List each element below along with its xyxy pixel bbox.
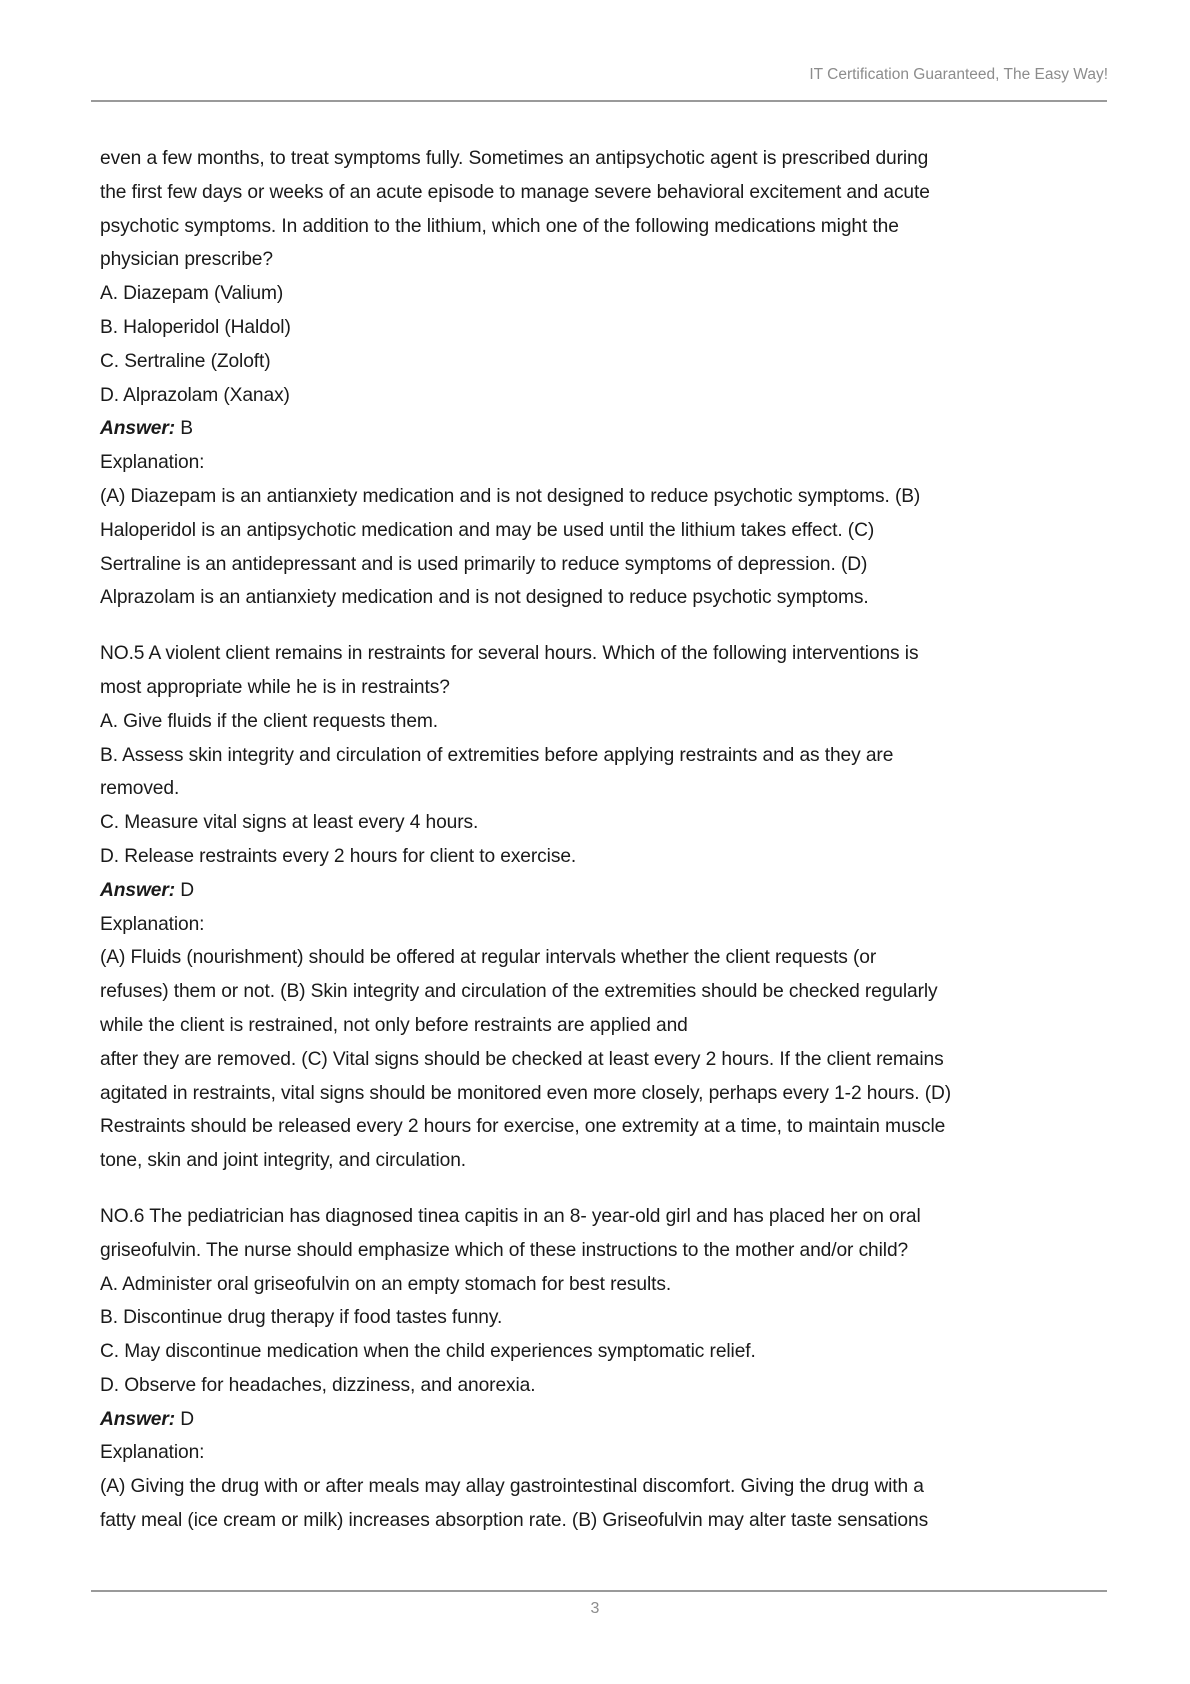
option-b-continued: removed. [100, 778, 180, 800]
explanation-line: Sertraline is an antidepressant and is used primarily to reduce symptoms of depression. (D) [100, 553, 868, 575]
explanation-line: fatty meal (ice cream or milk) increases absorption rate. (B) Griseofulvin may alter taste sensations [100, 1510, 929, 1532]
answer-options [100, 705, 1100, 874]
explanation-text [100, 480, 1100, 615]
answer-line [100, 1403, 1100, 1437]
answer-line [100, 874, 1100, 908]
stem-line: physician prescribe? [100, 249, 273, 271]
header-tagline: IT Certification Guaranteed, The Easy Way! [809, 66, 1108, 83]
header-divider [91, 100, 1107, 102]
section-gap [100, 615, 1100, 637]
explanation-label: Explanation: [100, 913, 205, 935]
option-b: B. Assess skin integrity and circulation of extremities before applying restraints and as they are [100, 744, 894, 766]
option-d: D. Release restraints every 2 hours for client to exercise. [100, 845, 577, 867]
option-c: C. Sertraline (Zoloft) [100, 350, 271, 372]
explanation-line: Alprazolam is an antianxiety medication and is not designed to reduce psychotic symptoms. [100, 587, 869, 609]
option-c: C. Measure vital signs at least every 4 hours. [100, 812, 479, 834]
explanation-line: after they are removed. (C) Vital signs should be checked at least every 2 hours. If the client remains [100, 1048, 944, 1070]
answer-label: Answer: [100, 879, 176, 901]
option-a: A. Administer oral griseofulvin on an empty stomach for best results. [100, 1273, 672, 1295]
answer-value: D [175, 879, 195, 901]
answer-label: Answer: [100, 418, 176, 440]
footer-divider [91, 1590, 1107, 1592]
question-5 [100, 637, 1100, 1178]
option-d: D. Observe for headaches, dizziness, and anorexia. [100, 1374, 536, 1396]
explanation-line: agitated in restraints, vital signs should be monitored even more closely, perhaps every 1-2 hours. (D) [100, 1082, 952, 1104]
explanation-line: refuses) them or not. (B) Skin integrity and circulation of the extremities should be checked regularly [100, 981, 938, 1003]
question-4-continued [100, 142, 1100, 615]
page-content [100, 142, 1100, 1538]
explanation-text [100, 941, 1100, 1178]
stem-line: NO.6 The pediatrician has diagnosed tinea capitis in an 8- year-old girl and has placed her on oral [100, 1205, 921, 1227]
section-gap [100, 1178, 1100, 1200]
explanation-line: Haloperidol is an antipsychotic medication and may be used until the lithium takes effect. (C) [100, 519, 875, 541]
question-stem [100, 142, 1100, 277]
explanation-line: (A) Diazepam is an antianxiety medication and is not designed to reduce psychotic symptoms. (B) [100, 485, 921, 507]
option-a: A. Diazepam (Valium) [100, 283, 284, 305]
stem-line: even a few months, to treat symptoms fully. Sometimes an antipsychotic agent is prescribed during [100, 148, 929, 169]
answer-line [100, 412, 1100, 446]
option-b: B. Discontinue drug therapy if food tastes funny. [100, 1307, 503, 1329]
explanation-line: tone, skin and joint integrity, and circulation. [100, 1150, 467, 1172]
option-a: A. Give fluids if the client requests them. [100, 710, 439, 732]
stem-line: griseofulvin. The nurse should emphasize which of these instructions to the mother and/or child? [100, 1239, 909, 1261]
answer-label: Answer: [100, 1408, 176, 1430]
answer-value: D [175, 1408, 195, 1430]
explanation-line: while the client is restrained, not only before restraints are applied and [100, 1014, 688, 1036]
answer-options [100, 277, 1100, 412]
option-c: C. May discontinue medication when the child experiences symptomatic relief. [100, 1341, 756, 1363]
stem-line: the first few days or weeks of an acute episode to manage severe behavioral excitement and acute [100, 181, 930, 203]
explanation-label: Explanation: [100, 1442, 205, 1464]
answer-value: B [175, 418, 193, 440]
explanation-line: (A) Giving the drug with or after meals may allay gastrointestinal discomfort. Giving the drug with a [100, 1476, 924, 1498]
option-d: D. Alprazolam (Xanax) [100, 384, 290, 406]
answer-options [100, 1268, 1100, 1403]
explanation-text [100, 1470, 1100, 1538]
page-number: 3 [590, 1600, 600, 1617]
option-b: B. Haloperidol (Haldol) [100, 316, 291, 338]
question-stem [100, 1200, 1100, 1268]
question-6 [100, 1200, 1100, 1538]
stem-line: most appropriate while he is in restraints? [100, 676, 450, 698]
stem-line: psychotic symptoms. In addition to the lithium, which one of the following medications might the [100, 215, 899, 237]
explanation-line: (A) Fluids (nourishment) should be offered at regular intervals whether the client requests (or [100, 947, 877, 969]
explanation-line: Restraints should be released every 2 hours for exercise, one extremity at a time, to maintain muscle [100, 1116, 946, 1138]
stem-line: NO.5 A violent client remains in restraints for several hours. Which of the following interventions is [100, 643, 919, 665]
question-stem [100, 637, 1100, 705]
explanation-label: Explanation: [100, 452, 205, 474]
